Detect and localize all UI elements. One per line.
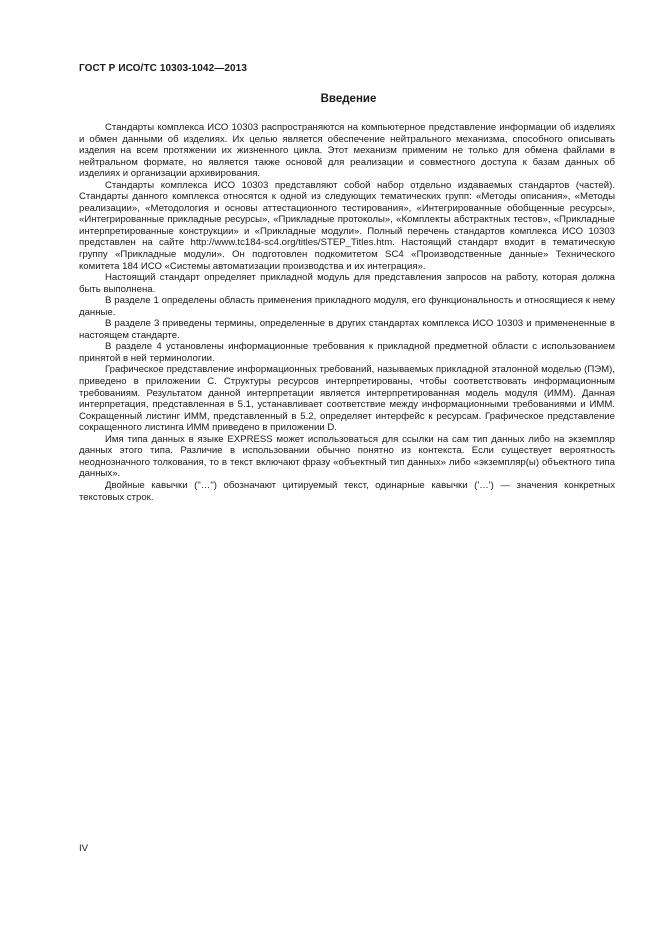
paragraph-structure: Стандарты комплекса ИСО 10303 представляют собой набор отдельно издаваемых стандартов (частей). Стандарты данного комплекса относятся к одной из следующих тематических групп: «Методы описания», «Методы реализации», «Методология и основы аттестационного тестирования», «Интегрированные обобщенные ресурсы», «Интегрированные прикладные ресурсы», «Прикладные протоколы», «Комплекты абстрактных тестов», «Прикладные интерпретированные конструкции» и «Прикладные модули». Полный перечень стандартов комплекса ИСО 10303 представлен на сайте http://www.tc184-sc4.org/titles/STEP_Titles.htm. Настоящий стандарт входит в тематическую группу «Прикладные модули». Он подготовлен подкомитетом SC4 «Производственные данные» Технического комитета 184 ИСО «Системы автоматизации производства и их интеграция». [79, 179, 615, 272]
paragraph-section-1: В разделе 1 определены область применения прикладного модуля, его функциональность и относящиеся к нему данные. [79, 295, 615, 318]
document-standard-number: ГОСТ Р ИСО/ТС 10303-1042—2013 [79, 63, 247, 74]
paragraph-models: Графическое представление информационных требований, называемых прикладной эталонной моделью (ПЭМ), приведено в приложении С. Структуры ресурсов интерпретированы, чтобы соответствовать информационным требованиям. Результатом данной интерпретации является интерпретированная модель модуля (ИММ). Данная интерпретация, представленная в 5.1, устанавливает соответствие между информационными требованиями и ИММ. Сокращенный листинг ИММ, представленный в 5.2, определяет интерфейс к ресурсам. Графическое представление сокращенного листинга ИММ приведено в приложении D. [79, 364, 615, 434]
introduction-body [79, 122, 615, 503]
paragraph-quotes: Двойные кавычки ("…") обозначают цитируемый текст, одинарные кавычки ('…') — значения конкретных текстовых строк. [79, 479, 615, 503]
paragraph-express-types: Имя типа данных в языке EXPRESS может использоваться для ссылки на сам тип данных либо на экземпляр данных этого типа. Различие в использовании обычно понятно из контекста. Если существует вероятность неоднозначного толкования, то в текст включают фразу «объектный тип данных» либо «экземпляр(ы) объектного типа данных». [79, 433, 615, 480]
paragraph-section-3: В разделе 3 приведены термины, определенные в других стандартах комплекса ИСО 10303 и применененные в настоящем стандарте. [79, 318, 615, 341]
paragraph-scope: Настоящий стандарт определяет прикладной модуль для представления запросов на работу, которая должна быть выполнена. [79, 272, 615, 295]
paragraph-purpose: Стандарты комплекса ИСО 10303 распространяются на компьютерное представление информации об изделиях и обмен данными об изделиях. Их целью является обеспечение нейтрального механизма, способного описывать изделия на всем протяжении их жизненного цикла. Этот механизм применим не только для обмена файлами в нейтральном формате, но является также основой для реализации и совместного доступа к базам данных об изделиях и организации архивирования. [79, 122, 615, 180]
paragraph-section-4: В разделе 4 установлены информационные требования к прикладной предметной области с использованием принятой в ней терминологии. [79, 341, 615, 364]
section-title: Введение [320, 93, 377, 105]
page-number: IV [79, 843, 89, 854]
